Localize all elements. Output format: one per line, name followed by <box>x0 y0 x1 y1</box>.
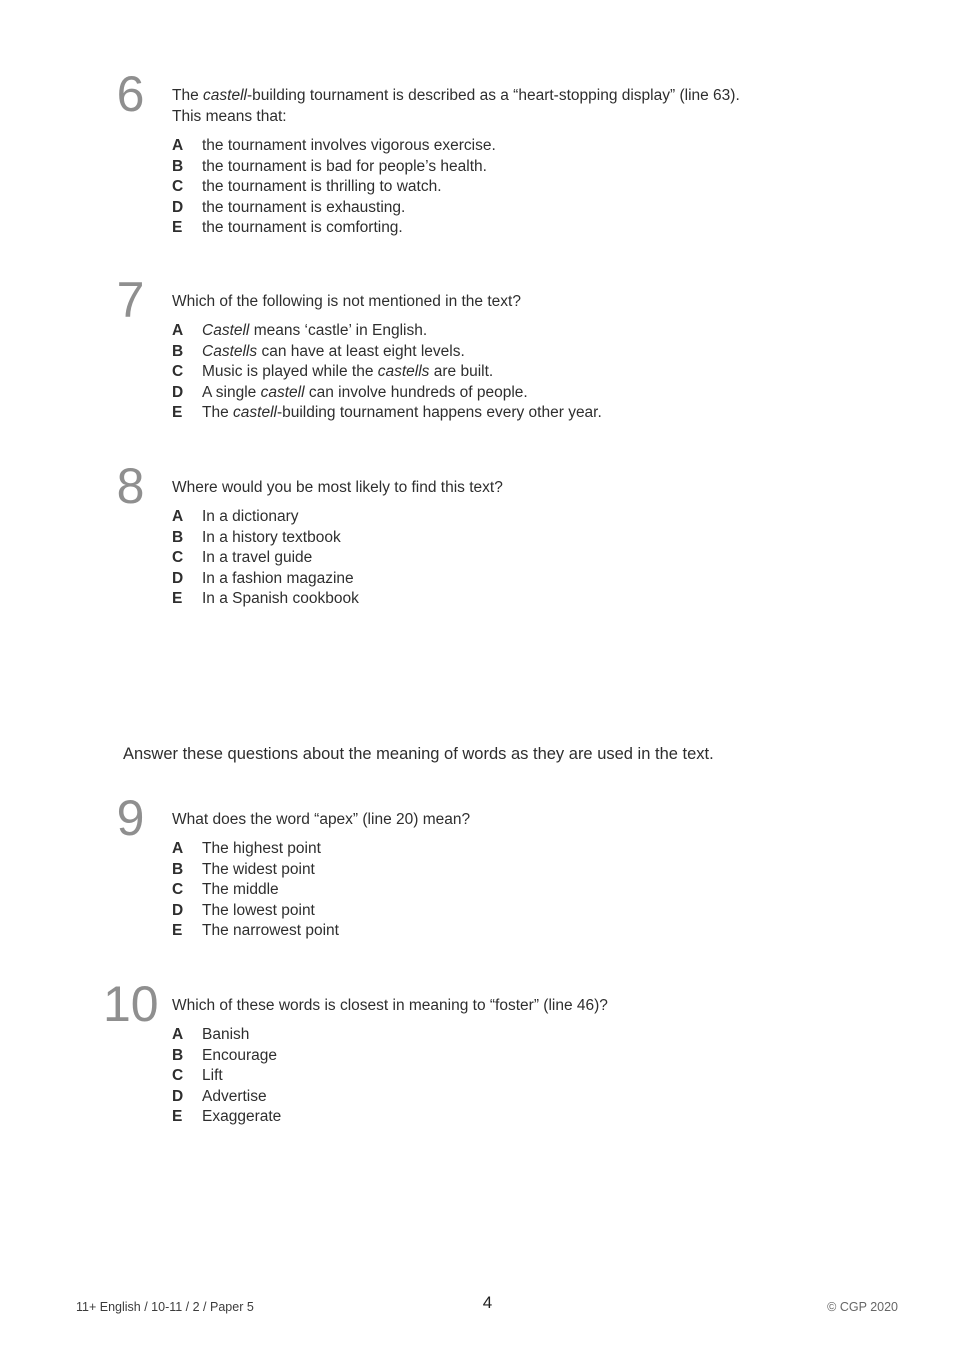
option-row <box>172 1025 905 1046</box>
question-body <box>172 85 905 239</box>
question-body <box>172 477 905 610</box>
question-prompt: What does the word “apex” (line 20) mean? <box>172 811 471 828</box>
option-row <box>172 403 905 424</box>
option-text: In a Spanish cookbook <box>202 590 359 607</box>
option-letter: E <box>172 1108 183 1125</box>
option-text: A single castell can involve hundreds of people. <box>202 383 528 401</box>
question-8 <box>0 458 975 610</box>
question-prompt: Which of the following is not mentioned in the text? <box>172 293 521 310</box>
options-list <box>172 507 905 610</box>
option-text: The narrowest point <box>202 922 339 939</box>
option-letter: D <box>172 569 184 587</box>
option-row <box>172 1107 905 1128</box>
option-row <box>172 342 905 363</box>
option-row <box>172 321 905 342</box>
option-letter: C <box>172 363 184 380</box>
option-text: In a dictionary <box>202 508 299 525</box>
option-letter: E <box>172 922 183 939</box>
option-text: Encourage <box>202 1046 277 1064</box>
option-row <box>172 383 905 404</box>
option-row <box>172 362 905 383</box>
option-text: Advertise <box>202 1087 267 1105</box>
option-row <box>172 198 905 219</box>
option-text: Lift <box>202 1067 223 1084</box>
option-text: The lowest point <box>202 901 315 919</box>
option-text: the tournament is exhausting. <box>202 198 406 216</box>
option-row <box>172 1087 905 1108</box>
option-text: Castell means ‘castle’ in English. <box>202 322 428 339</box>
option-row <box>172 177 905 198</box>
option-letter: B <box>172 342 184 360</box>
option-text: Castells can have at least eight levels. <box>202 342 465 360</box>
option-letter: E <box>172 404 183 421</box>
option-row <box>172 1046 905 1067</box>
option-text: The middle <box>202 881 279 898</box>
options-list <box>172 839 905 942</box>
question-number: 9 <box>116 790 145 846</box>
option-letter: A <box>172 1026 184 1043</box>
option-letter: D <box>172 383 184 401</box>
option-letter: A <box>172 840 184 857</box>
option-letter: D <box>172 198 184 216</box>
option-row <box>172 589 905 610</box>
question-number: 8 <box>116 458 145 514</box>
footer-doc-ref: 11+ English / 10-11 / 2 / Paper 5 <box>76 1300 254 1314</box>
option-row <box>172 839 905 860</box>
question-7 <box>0 272 975 424</box>
option-letter: B <box>172 528 184 546</box>
option-text: the tournament is comforting. <box>202 219 403 236</box>
question-number: 6 <box>116 66 145 122</box>
option-letter: D <box>172 901 184 919</box>
option-letter: C <box>172 881 184 898</box>
option-text: Exaggerate <box>202 1108 282 1125</box>
option-text: In a history textbook <box>202 528 341 546</box>
option-letter: A <box>172 508 184 525</box>
section-instruction: Answer these questions about the meaning of words as they are used in the text. <box>123 745 714 763</box>
question-prompt: Which of these words is closest in meaning to “foster” (line 46)? <box>172 997 608 1014</box>
option-row <box>172 507 905 528</box>
option-row <box>172 157 905 178</box>
question-body <box>172 809 905 942</box>
option-letter: B <box>172 157 184 175</box>
option-letter: B <box>172 860 184 878</box>
option-text: Banish <box>202 1026 250 1043</box>
footer-copyright: © CGP 2020 <box>827 1300 898 1314</box>
prompt-text: The <box>172 87 204 104</box>
option-text: Music is played while the castells are built. <box>202 363 494 380</box>
question-10 <box>0 976 975 1128</box>
option-letter: C <box>172 1067 184 1084</box>
option-row <box>172 136 905 157</box>
footer-page-number: 4 <box>482 1293 493 1312</box>
question-prompt: Where would you be most likely to find this text? <box>172 479 503 496</box>
options-list <box>172 136 905 239</box>
option-text: The castell-building tournament happens every other year. <box>202 404 602 421</box>
options-list <box>172 321 905 424</box>
option-row <box>172 901 905 922</box>
option-row <box>172 1066 905 1087</box>
option-letter: E <box>172 219 183 236</box>
option-text: the tournament involves vigorous exercise. <box>202 137 496 154</box>
prompt-text: This means that: <box>172 108 287 125</box>
option-text: In a travel guide <box>202 549 313 566</box>
option-letter: E <box>172 590 183 607</box>
option-letter: B <box>172 1046 184 1064</box>
option-letter: D <box>172 1087 184 1105</box>
question-body <box>172 995 905 1128</box>
option-row <box>172 921 905 942</box>
option-text: The highest point <box>202 840 321 857</box>
question-number: 10 <box>103 976 159 1032</box>
option-row <box>172 528 905 549</box>
option-letter: C <box>172 178 184 195</box>
question-6 <box>0 66 975 239</box>
question-9 <box>0 790 975 942</box>
option-letter: C <box>172 549 184 566</box>
question-body <box>172 291 905 424</box>
prompt-text: -building tournament is described as a “heart-stopping display” (line 63). <box>246 87 740 104</box>
prompt-italic: castell <box>203 87 247 104</box>
option-letter: A <box>172 137 184 154</box>
option-text: the tournament is bad for people’s health. <box>202 157 487 175</box>
option-row <box>172 880 905 901</box>
option-row <box>172 218 905 239</box>
option-text: In a fashion magazine <box>202 569 354 587</box>
option-text: The widest point <box>202 860 315 878</box>
option-letter: A <box>172 322 184 339</box>
option-text: the tournament is thrilling to watch. <box>202 178 442 195</box>
option-row <box>172 860 905 881</box>
question-prompt <box>172 85 905 127</box>
question-number: 7 <box>116 272 145 328</box>
options-list <box>172 1025 905 1128</box>
option-row <box>172 548 905 569</box>
option-row <box>172 569 905 590</box>
